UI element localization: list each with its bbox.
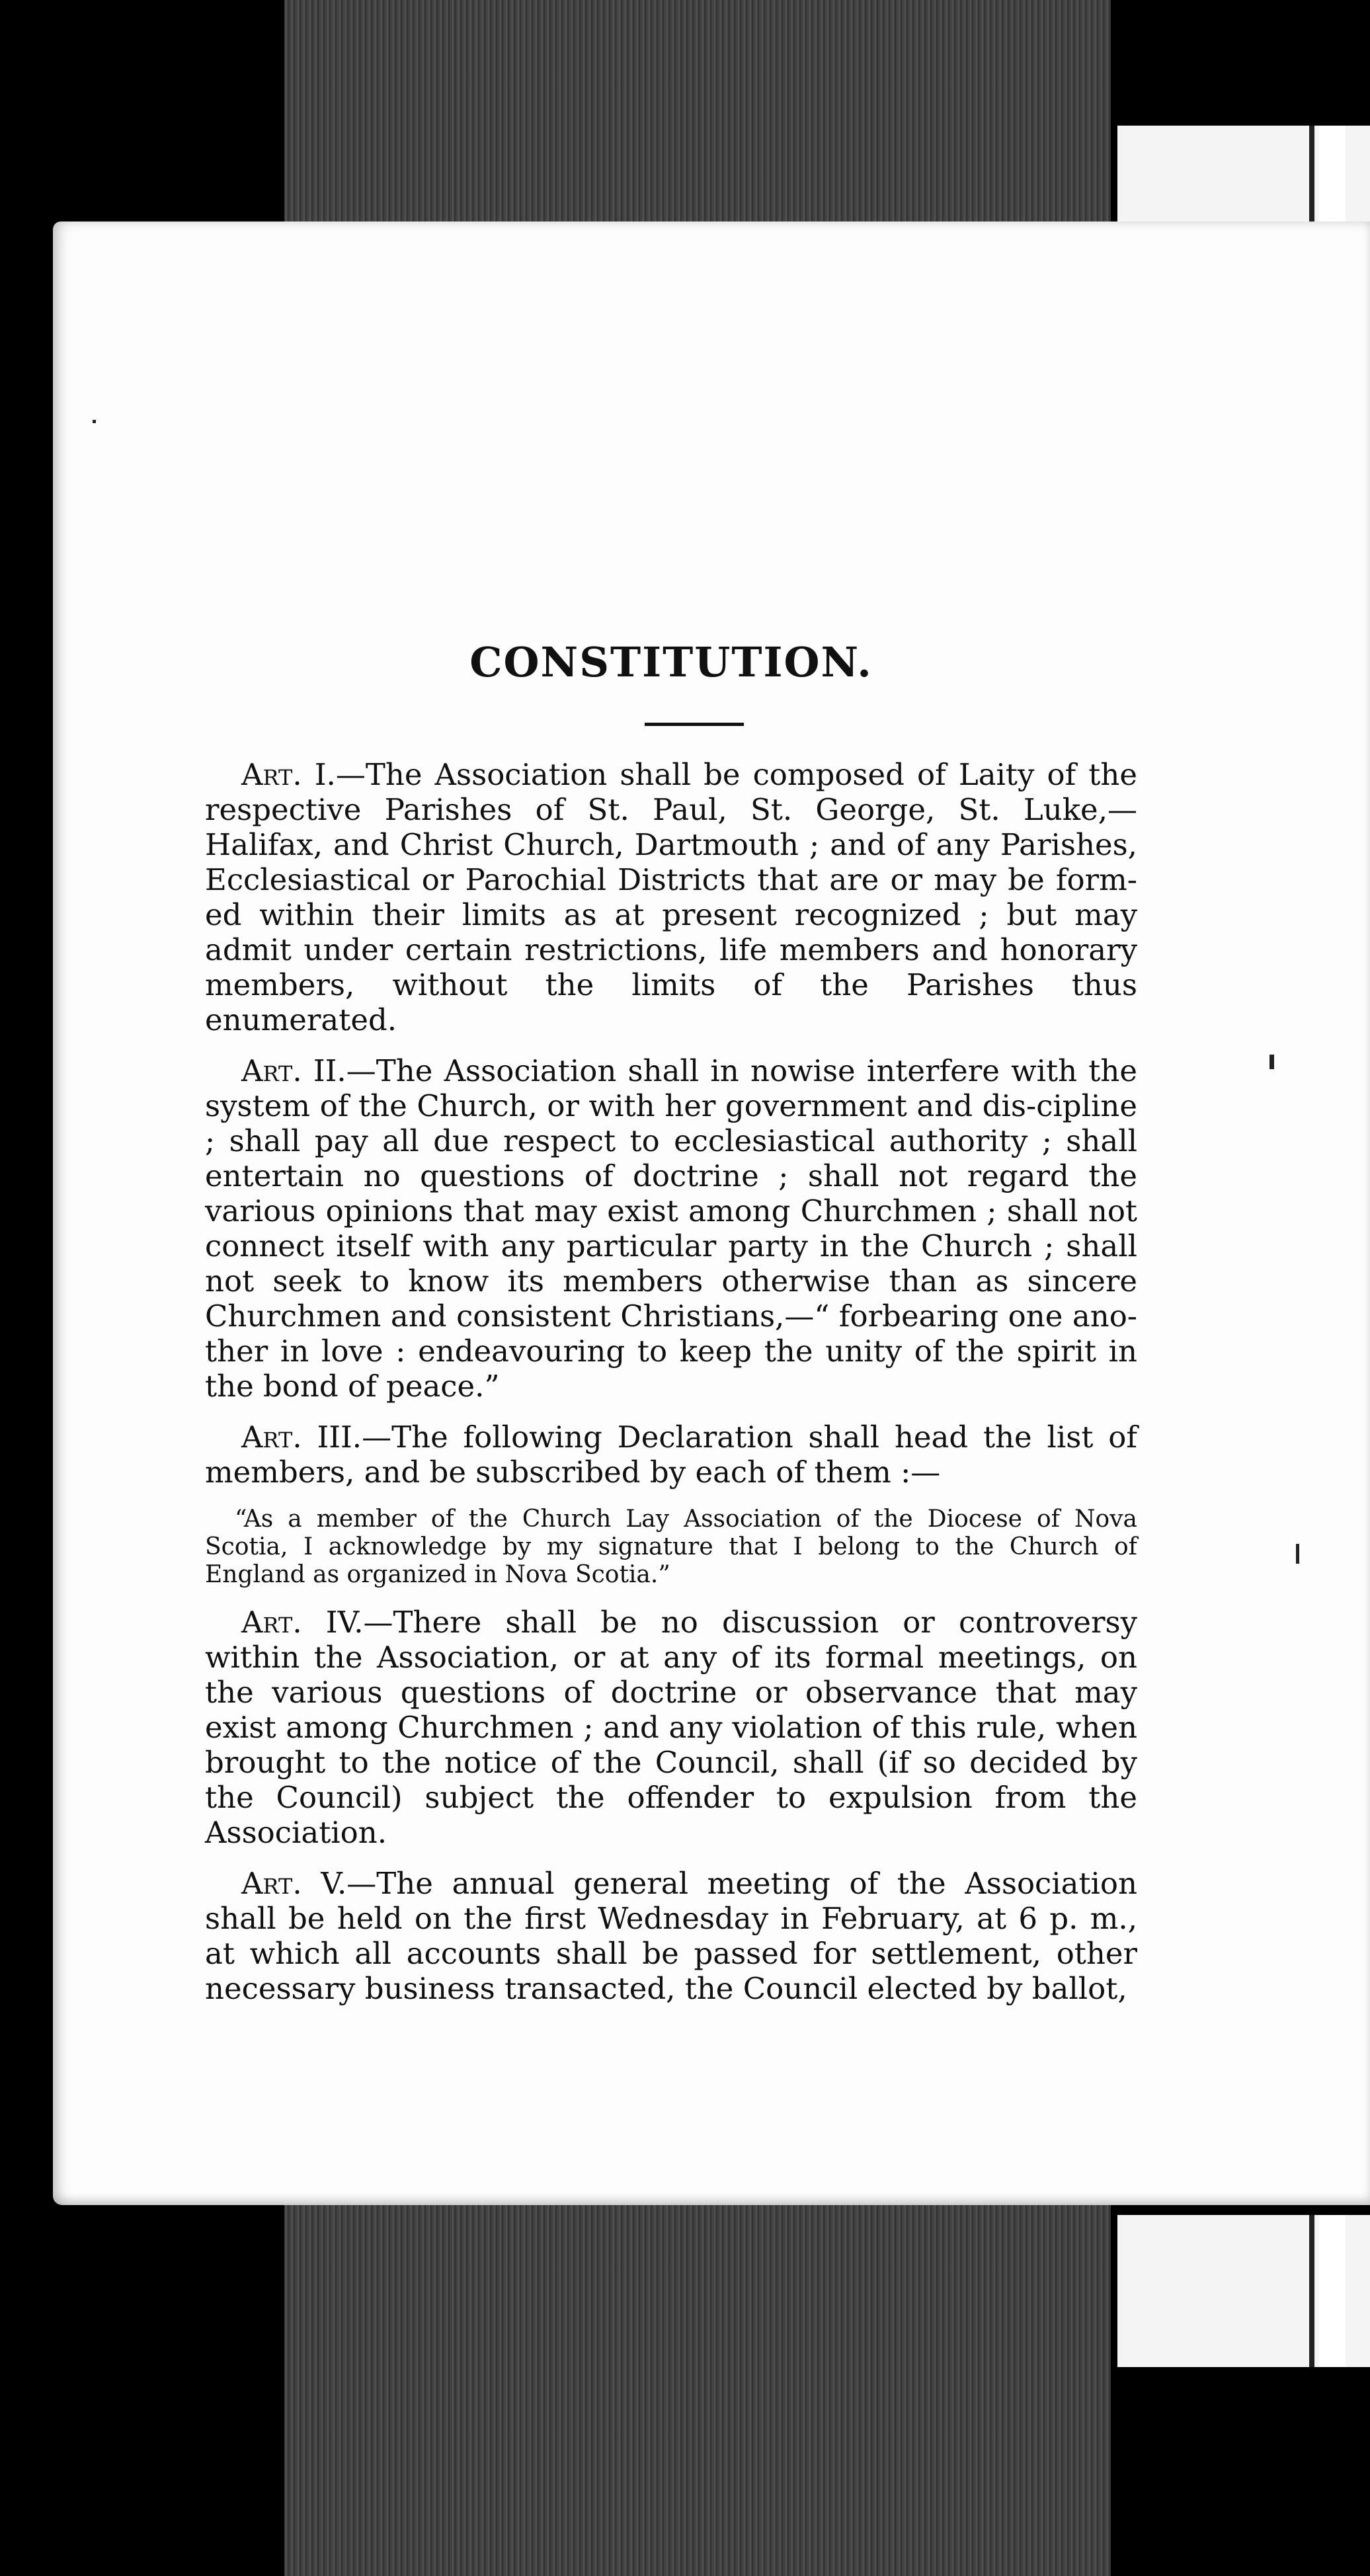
page-body <box>205 757 1137 2022</box>
article-5 <box>205 1866 1137 2006</box>
article-2 <box>205 1053 1137 1404</box>
margin-speck <box>1296 1544 1299 1564</box>
article-label: Art. I. <box>241 757 336 792</box>
article-label: Art. II. <box>241 1053 346 1088</box>
article-text: —The Association shall be composed of Laity of the respective Parishes of St. Paul, St. George, St. Luke,— Halifax, and Christ Church, Dartmouth ; and of any Parishes, Ecclesiastical or Parochial Districts that are or may be form-ed within their limits as at present recognized ; but may admit under certain restrictions, life members and honorary members, without the limits of the Parishes thus enumerated. <box>205 757 1138 1037</box>
article-text: —There shall be no discussion or controversy within the Association, or at any of its formal meetings, on the various questions of doctrine or observance that may exist among Churchmen ; and any violation of this rule, when brought to the notice of the Council, shall (if so decided by the Council) subject the offender to expulsion from the Association. <box>205 1605 1137 1850</box>
document-page <box>53 221 1370 2205</box>
article-label: Art. V. <box>241 1866 347 1901</box>
margin-speck <box>1269 1055 1274 1069</box>
scanner-background-bottom <box>284 2202 1111 2576</box>
article-4 <box>205 1605 1137 1850</box>
article-3 <box>205 1420 1137 1490</box>
article-text: —The annual general meeting of the Association shall be held on the first Wednesday in February, at 6 p. m., at which all accounts shall be passed for settlement, other necessary business transacted, the Council elected by ballot, <box>205 1866 1138 2006</box>
page-title: CONSTITUTION. <box>469 638 873 686</box>
title-rule <box>645 723 744 726</box>
article-1 <box>205 757 1137 1037</box>
adjacent-page-edge-bottom <box>1117 2215 1370 2367</box>
scanner-background-top <box>284 0 1111 238</box>
article-label: Art. IV. <box>241 1605 364 1640</box>
declaration-quote: “As a member of the Church Lay Association of the Diocese of Nova Scotia, I acknowledge by my signature that I belong to the Church of England as organized in Nova Scotia.” <box>205 1506 1137 1588</box>
article-text: —The Association shall in nowise interfere with the system of the Church, or with her government and dis-cipline ; shall pay all due respect to ecclesiastical authority ; shall entertain no questions of doctrine ; shall not regard the various opinions that may exist among Churchmen ; shall not connect itself with any particular party in the Church ; shall not seek to know its members otherwise than as sincere Churchmen and consistent Christians,—“ forbearing one ano-ther in love : endeavouring to keep the unity of the spirit in the bond of peace.” <box>205 1053 1137 1404</box>
margin-speck <box>93 420 96 423</box>
article-text: —The following Declaration shall head the list of members, and be subscribed by each of them :— <box>205 1420 1137 1490</box>
article-label: Art. III. <box>241 1420 362 1455</box>
